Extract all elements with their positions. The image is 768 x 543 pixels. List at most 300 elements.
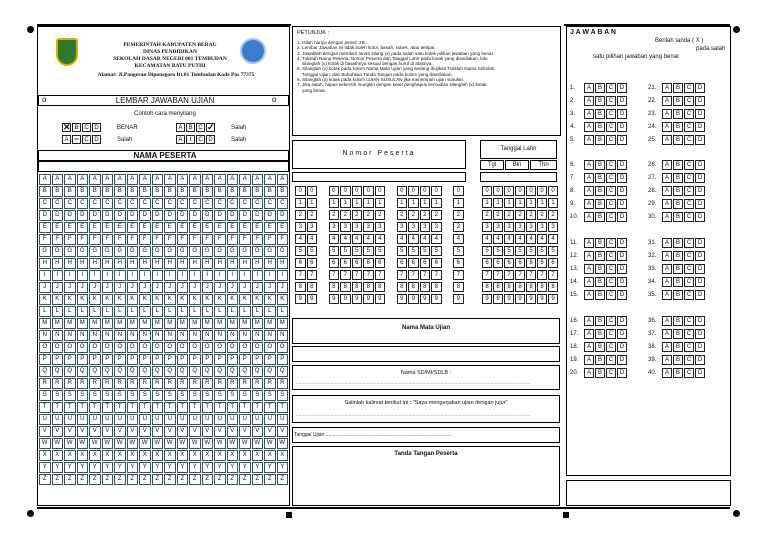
nomor-bubble[interactable]: 0 [453, 186, 464, 196]
name-bubble[interactable]: G [239, 246, 251, 257]
name-bubble[interactable]: Q [264, 366, 276, 377]
tanggal-bubble[interactable]: 2 [548, 210, 558, 220]
name-bubble[interactable]: R [139, 378, 151, 389]
name-bubble[interactable]: F [177, 234, 189, 245]
name-bubble[interactable]: Y [64, 462, 76, 473]
nomor-bubble[interactable]: 8 [352, 282, 363, 292]
name-bubble[interactable]: S [139, 390, 151, 401]
name-bubble[interactable]: W [214, 438, 226, 449]
name-bubble[interactable]: F [239, 234, 251, 245]
name-bubble[interactable]: A [264, 174, 276, 185]
answer-bubble[interactable]: A [662, 316, 672, 326]
answer-bubble[interactable]: D [695, 186, 705, 196]
nomor-bubble[interactable]: 9 [453, 294, 464, 304]
answer-bubble[interactable]: C [606, 290, 616, 300]
answer-bubble[interactable]: A [662, 355, 672, 365]
name-bubble[interactable]: B [189, 186, 201, 197]
name-bubble[interactable]: F [152, 234, 164, 245]
answer-bubble[interactable]: A [662, 212, 672, 222]
name-bubble[interactable]: A [227, 174, 239, 185]
name-bubble[interactable]: P [152, 354, 164, 365]
nomor-bubble[interactable]: 6 [329, 258, 340, 268]
answer-bubble[interactable]: D [695, 173, 705, 183]
name-bubble[interactable]: X [277, 450, 289, 461]
name-bubble[interactable]: G [189, 246, 201, 257]
name-bubble[interactable]: M [189, 318, 201, 329]
tanggal-bubble[interactable]: 3 [515, 222, 525, 232]
name-bubble[interactable]: J [52, 282, 64, 293]
name-bubble[interactable]: H [264, 258, 276, 269]
tanggal-bubble[interactable]: 5 [493, 246, 503, 256]
name-bubble[interactable]: X [127, 450, 139, 461]
answer-bubble[interactable]: C [684, 199, 694, 209]
name-bubble[interactable]: M [239, 318, 251, 329]
name-bubble[interactable]: F [214, 234, 226, 245]
name-bubble[interactable]: A [102, 174, 114, 185]
name-bubble[interactable]: X [214, 450, 226, 461]
name-bubble[interactable]: H [102, 258, 114, 269]
name-bubble[interactable]: I [264, 270, 276, 281]
name-bubble[interactable]: I [127, 270, 139, 281]
name-bubble[interactable]: H [139, 258, 151, 269]
name-bubble[interactable]: C [239, 198, 251, 209]
name-bubble[interactable]: U [77, 414, 89, 425]
name-bubble[interactable]: T [64, 402, 76, 413]
name-bubble[interactable]: E [77, 222, 89, 233]
name-bubble[interactable]: N [64, 330, 76, 341]
name-bubble[interactable]: E [239, 222, 251, 233]
answer-bubble[interactable]: A [584, 96, 594, 106]
name-bubble[interactable]: N [114, 330, 126, 341]
name-bubble[interactable]: N [52, 330, 64, 341]
tanggal-bubble[interactable]: 1 [504, 198, 514, 208]
answer-bubble[interactable]: D [617, 342, 627, 352]
name-bubble[interactable]: O [164, 342, 176, 353]
tanggal-bubble[interactable]: 6 [515, 258, 525, 268]
name-bubble[interactable]: T [164, 402, 176, 413]
nomor-bubble[interactable]: 6 [307, 258, 318, 268]
name-bubble[interactable]: J [227, 282, 239, 293]
name-bubble[interactable]: O [77, 342, 89, 353]
name-bubble[interactable]: P [277, 354, 289, 365]
name-bubble[interactable]: R [114, 378, 126, 389]
name-bubble[interactable]: B [114, 186, 126, 197]
name-bubble[interactable]: I [152, 270, 164, 281]
name-bubble[interactable]: N [214, 330, 226, 341]
tanggal-bubble[interactable]: 4 [537, 234, 547, 244]
answer-bubble[interactable]: A [584, 316, 594, 326]
nomor-bubble[interactable]: 0 [295, 186, 306, 196]
answer-bubble[interactable]: B [673, 186, 683, 196]
name-bubble[interactable]: M [152, 318, 164, 329]
name-bubble[interactable]: D [114, 210, 126, 221]
name-bubble[interactable]: J [77, 282, 89, 293]
name-bubble[interactable]: D [39, 210, 51, 221]
name-bubble[interactable]: W [152, 438, 164, 449]
nomor-bubble[interactable]: 7 [363, 270, 374, 280]
name-bubble[interactable]: J [89, 282, 101, 293]
name-bubble[interactable]: G [39, 246, 51, 257]
name-bubble[interactable]: U [252, 414, 264, 425]
name-bubble[interactable]: T [114, 402, 126, 413]
name-bubble[interactable]: A [89, 174, 101, 185]
name-bubble[interactable]: U [89, 414, 101, 425]
name-bubble[interactable]: W [64, 438, 76, 449]
name-bubble[interactable]: D [189, 210, 201, 221]
nomor-bubble[interactable]: 4 [453, 234, 464, 244]
name-bubble[interactable]: M [214, 318, 226, 329]
nomor-bubble[interactable]: 7 [295, 270, 306, 280]
nomor-bubble[interactable]: 1 [375, 198, 386, 208]
answer-bubble[interactable]: B [673, 316, 683, 326]
name-bubble[interactable]: V [127, 426, 139, 437]
name-bubble[interactable]: S [127, 390, 139, 401]
name-bubble[interactable]: U [102, 414, 114, 425]
name-bubble[interactable]: T [139, 402, 151, 413]
name-bubble[interactable]: Y [127, 462, 139, 473]
name-bubble[interactable]: J [152, 282, 164, 293]
tanggal-bubble[interactable]: 9 [537, 294, 547, 304]
name-bubble[interactable]: E [102, 222, 114, 233]
name-bubble[interactable]: Z [177, 474, 189, 485]
tanggal-bubble[interactable]: 9 [548, 294, 558, 304]
answer-bubble[interactable]: B [595, 355, 605, 365]
name-bubble[interactable]: F [139, 234, 151, 245]
name-bubble[interactable]: O [277, 342, 289, 353]
answer-bubble[interactable]: D [617, 173, 627, 183]
nomor-bubble[interactable]: 2 [420, 210, 431, 220]
name-bubble[interactable]: R [227, 378, 239, 389]
name-bubble[interactable]: I [214, 270, 226, 281]
name-bubble[interactable]: K [252, 294, 264, 305]
nomor-bubble[interactable]: 8 [453, 282, 464, 292]
name-bubble[interactable]: X [239, 450, 251, 461]
name-bubble[interactable]: P [189, 354, 201, 365]
name-bubble[interactable]: B [39, 186, 51, 197]
tanggal-bubble[interactable]: 0 [493, 186, 503, 196]
name-bubble[interactable]: I [277, 270, 289, 281]
name-bubble[interactable]: M [264, 318, 276, 329]
name-bubble[interactable]: K [189, 294, 201, 305]
name-bubble[interactable]: K [77, 294, 89, 305]
name-bubble[interactable]: N [127, 330, 139, 341]
name-bubble[interactable]: C [252, 198, 264, 209]
nomor-bubble[interactable]: 7 [420, 270, 431, 280]
tanggal-bubble[interactable]: 8 [515, 282, 525, 292]
name-bubble[interactable]: M [252, 318, 264, 329]
name-bubble[interactable]: A [39, 174, 51, 185]
nomor-bubble[interactable]: 3 [340, 222, 351, 232]
name-bubble[interactable]: M [127, 318, 139, 329]
answer-bubble[interactable]: C [684, 173, 694, 183]
answer-bubble[interactable]: C [606, 368, 616, 378]
name-bubble[interactable]: G [164, 246, 176, 257]
name-bubble[interactable]: D [214, 210, 226, 221]
name-bubble[interactable]: E [177, 222, 189, 233]
name-bubble[interactable]: J [252, 282, 264, 293]
name-bubble[interactable]: Q [239, 366, 251, 377]
answer-bubble[interactable]: A [662, 264, 672, 274]
name-bubble[interactable]: Q [77, 366, 89, 377]
tanggal-bubble[interactable]: 1 [482, 198, 492, 208]
name-bubble[interactable]: H [77, 258, 89, 269]
name-bubble[interactable]: W [252, 438, 264, 449]
answer-bubble[interactable]: B [673, 212, 683, 222]
name-bubble[interactable]: Y [39, 462, 51, 473]
name-bubble[interactable]: D [252, 210, 264, 221]
name-bubble[interactable]: Q [164, 366, 176, 377]
nomor-bubble[interactable]: 8 [420, 282, 431, 292]
nomor-bubble[interactable]: 5 [453, 246, 464, 256]
name-bubble[interactable]: G [102, 246, 114, 257]
nomor-bubble[interactable]: 8 [295, 282, 306, 292]
answer-bubble[interactable]: C [684, 251, 694, 261]
answer-bubble[interactable]: C [684, 135, 694, 145]
answer-bubble[interactable]: C [606, 264, 616, 274]
tanggal-bubble[interactable]: 6 [493, 258, 503, 268]
name-bubble[interactable]: J [164, 282, 176, 293]
nomor-bubble[interactable]: 0 [363, 186, 374, 196]
nomor-bubble[interactable]: 7 [352, 270, 363, 280]
name-bubble[interactable]: T [52, 402, 64, 413]
name-bubble[interactable]: K [102, 294, 114, 305]
name-bubble[interactable]: A [114, 174, 126, 185]
name-bubble[interactable]: N [139, 330, 151, 341]
answer-bubble[interactable]: A [584, 173, 594, 183]
name-bubble[interactable]: M [102, 318, 114, 329]
nomor-bubble[interactable]: 4 [397, 234, 408, 244]
nomor-bubble[interactable]: 2 [453, 210, 464, 220]
nomor-bubble[interactable]: 1 [431, 198, 442, 208]
answer-bubble[interactable]: C [684, 368, 694, 378]
name-bubble[interactable]: H [202, 258, 214, 269]
answer-bubble[interactable]: D [617, 109, 627, 119]
name-bubble[interactable]: U [164, 414, 176, 425]
answer-bubble[interactable]: C [606, 251, 616, 261]
name-bubble[interactable]: G [264, 246, 276, 257]
name-bubble[interactable]: C [277, 198, 289, 209]
name-bubble[interactable]: N [277, 330, 289, 341]
name-bubble[interactable]: Z [239, 474, 251, 485]
answer-bubble[interactable]: B [673, 83, 683, 93]
answer-bubble[interactable]: C [684, 277, 694, 287]
answer-bubble[interactable]: A [584, 355, 594, 365]
tanggal-bubble[interactable]: 0 [482, 186, 492, 196]
name-bubble[interactable]: O [127, 342, 139, 353]
name-bubble[interactable]: F [77, 234, 89, 245]
nomor-bubble[interactable]: 3 [375, 222, 386, 232]
nomor-bubble[interactable]: 7 [431, 270, 442, 280]
name-bubble[interactable]: S [52, 390, 64, 401]
nomor-bubble[interactable]: 9 [352, 294, 363, 304]
name-bubble[interactable]: C [139, 198, 151, 209]
name-bubble[interactable]: B [77, 186, 89, 197]
name-bubble[interactable]: X [177, 450, 189, 461]
name-bubble[interactable]: Z [164, 474, 176, 485]
name-bubble[interactable]: W [189, 438, 201, 449]
name-bubble[interactable]: P [114, 354, 126, 365]
name-bubble[interactable]: T [127, 402, 139, 413]
name-bubble[interactable]: K [139, 294, 151, 305]
name-bubble[interactable]: D [77, 210, 89, 221]
tanggal-bubble[interactable]: 9 [482, 294, 492, 304]
nomor-bubble[interactable]: 6 [431, 258, 442, 268]
name-bubble[interactable]: Y [114, 462, 126, 473]
answer-bubble[interactable]: B [595, 109, 605, 119]
name-bubble[interactable]: Y [277, 462, 289, 473]
name-bubble[interactable]: Y [227, 462, 239, 473]
name-bubble[interactable]: N [189, 330, 201, 341]
name-bubble[interactable]: L [152, 306, 164, 317]
name-bubble[interactable]: M [89, 318, 101, 329]
name-bubble[interactable]: R [264, 378, 276, 389]
name-bubble[interactable]: Z [227, 474, 239, 485]
name-bubble[interactable]: S [114, 390, 126, 401]
nomor-bubble[interactable]: 1 [307, 198, 318, 208]
name-bubble[interactable]: J [277, 282, 289, 293]
name-bubble[interactable]: B [139, 186, 151, 197]
name-bubble[interactable]: H [239, 258, 251, 269]
mata-ujian-box[interactable] [292, 318, 560, 344]
answer-bubble[interactable]: A [584, 238, 594, 248]
tanggal-bubble[interactable]: 7 [515, 270, 525, 280]
nomor-bubble[interactable]: 9 [307, 294, 318, 304]
name-bubble[interactable]: N [164, 330, 176, 341]
nomor-bubble[interactable]: 9 [295, 294, 306, 304]
answer-bubble[interactable]: D [695, 122, 705, 132]
name-bubble[interactable]: E [264, 222, 276, 233]
nomor-bubble[interactable]: 3 [307, 222, 318, 232]
name-bubble[interactable]: C [189, 198, 201, 209]
name-bubble[interactable]: K [127, 294, 139, 305]
tanggal-bubble[interactable]: 9 [493, 294, 503, 304]
name-bubble[interactable]: K [202, 294, 214, 305]
name-bubble[interactable]: U [189, 414, 201, 425]
name-bubble[interactable]: V [114, 426, 126, 437]
name-bubble[interactable]: H [177, 258, 189, 269]
name-bubble[interactable]: E [52, 222, 64, 233]
name-bubble[interactable]: C [214, 198, 226, 209]
nomor-bubble[interactable]: 8 [307, 282, 318, 292]
name-bubble[interactable]: F [102, 234, 114, 245]
name-bubble[interactable]: Y [164, 462, 176, 473]
sekolah-box[interactable] [292, 365, 560, 390]
nomor-bubble[interactable]: 8 [397, 282, 408, 292]
nomor-bubble[interactable]: 6 [420, 258, 431, 268]
name-bubble[interactable]: T [177, 402, 189, 413]
name-bubble[interactable]: C [127, 198, 139, 209]
name-bubble[interactable]: I [177, 270, 189, 281]
name-bubble[interactable]: G [52, 246, 64, 257]
name-bubble[interactable]: M [114, 318, 126, 329]
answer-bubble[interactable]: D [617, 160, 627, 170]
name-bubble[interactable]: V [277, 426, 289, 437]
name-bubble[interactable]: U [139, 414, 151, 425]
nomor-bubble[interactable]: 7 [340, 270, 351, 280]
answer-bubble[interactable]: C [684, 342, 694, 352]
tanggal-bubble[interactable]: 0 [526, 186, 536, 196]
answer-bubble[interactable]: D [695, 135, 705, 145]
tanggal-bubble[interactable]: 1 [493, 198, 503, 208]
tanggal-bubble[interactable]: 8 [526, 282, 536, 292]
name-bubble[interactable]: J [127, 282, 139, 293]
name-bubble[interactable]: B [64, 186, 76, 197]
nomor-bubble[interactable]: 9 [397, 294, 408, 304]
name-bubble[interactable]: I [102, 270, 114, 281]
nomor-bubble[interactable]: 2 [295, 210, 306, 220]
name-bubble[interactable]: Y [89, 462, 101, 473]
nomor-bubble[interactable]: 9 [340, 294, 351, 304]
nomor-bubble[interactable]: 4 [307, 234, 318, 244]
name-bubble[interactable]: O [264, 342, 276, 353]
name-bubble[interactable]: B [177, 186, 189, 197]
name-bubble[interactable]: J [264, 282, 276, 293]
answer-bubble[interactable]: C [684, 264, 694, 274]
name-bubble[interactable]: Q [89, 366, 101, 377]
answer-bubble[interactable]: D [617, 238, 627, 248]
answer-bubble[interactable]: D [617, 135, 627, 145]
answer-bubble[interactable]: A [584, 122, 594, 132]
nomor-bubble[interactable]: 5 [352, 246, 363, 256]
name-bubble[interactable]: V [177, 426, 189, 437]
answer-bubble[interactable]: C [684, 109, 694, 119]
name-bubble[interactable]: V [139, 426, 151, 437]
answer-bubble[interactable]: C [684, 355, 694, 365]
name-bubble[interactable]: W [52, 438, 64, 449]
name-bubble[interactable]: B [52, 186, 64, 197]
name-bubble[interactable]: H [39, 258, 51, 269]
name-bubble[interactable]: L [177, 306, 189, 317]
answer-bubble[interactable]: D [695, 316, 705, 326]
answer-bubble[interactable]: C [684, 316, 694, 326]
answer-bubble[interactable]: D [617, 355, 627, 365]
name-bubble[interactable]: D [127, 210, 139, 221]
name-bubble[interactable]: A [152, 174, 164, 185]
name-bubble[interactable]: I [189, 270, 201, 281]
name-bubble[interactable]: L [77, 306, 89, 317]
name-bubble[interactable]: A [189, 174, 201, 185]
nomor-bubble[interactable]: 3 [453, 222, 464, 232]
name-bubble[interactable]: U [214, 414, 226, 425]
answer-bubble[interactable]: B [595, 277, 605, 287]
answer-bubble[interactable]: A [662, 96, 672, 106]
name-bubble[interactable]: M [202, 318, 214, 329]
name-bubble[interactable]: Z [202, 474, 214, 485]
name-bubble[interactable]: O [114, 342, 126, 353]
name-bubble[interactable]: N [252, 330, 264, 341]
nomor-bubble[interactable]: 0 [307, 186, 318, 196]
tanggal-bubble[interactable]: 4 [504, 234, 514, 244]
name-bubble[interactable]: Y [177, 462, 189, 473]
name-bubble[interactable]: T [227, 402, 239, 413]
name-bubble[interactable]: A [164, 174, 176, 185]
name-bubble[interactable]: K [52, 294, 64, 305]
name-bubble[interactable]: R [252, 378, 264, 389]
name-bubble[interactable]: P [214, 354, 226, 365]
name-bubble[interactable]: J [114, 282, 126, 293]
answer-bubble[interactable]: B [673, 290, 683, 300]
name-bubble[interactable]: X [202, 450, 214, 461]
nomor-bubble[interactable]: 5 [363, 246, 374, 256]
name-bubble[interactable]: T [239, 402, 251, 413]
nomor-bubble[interactable]: 9 [408, 294, 419, 304]
answer-bubble[interactable]: B [595, 329, 605, 339]
name-bubble[interactable]: T [152, 402, 164, 413]
answer-bubble[interactable]: C [684, 290, 694, 300]
name-bubble[interactable]: O [39, 342, 51, 353]
answer-bubble[interactable]: D [617, 212, 627, 222]
tanggal-bubble[interactable]: 4 [526, 234, 536, 244]
